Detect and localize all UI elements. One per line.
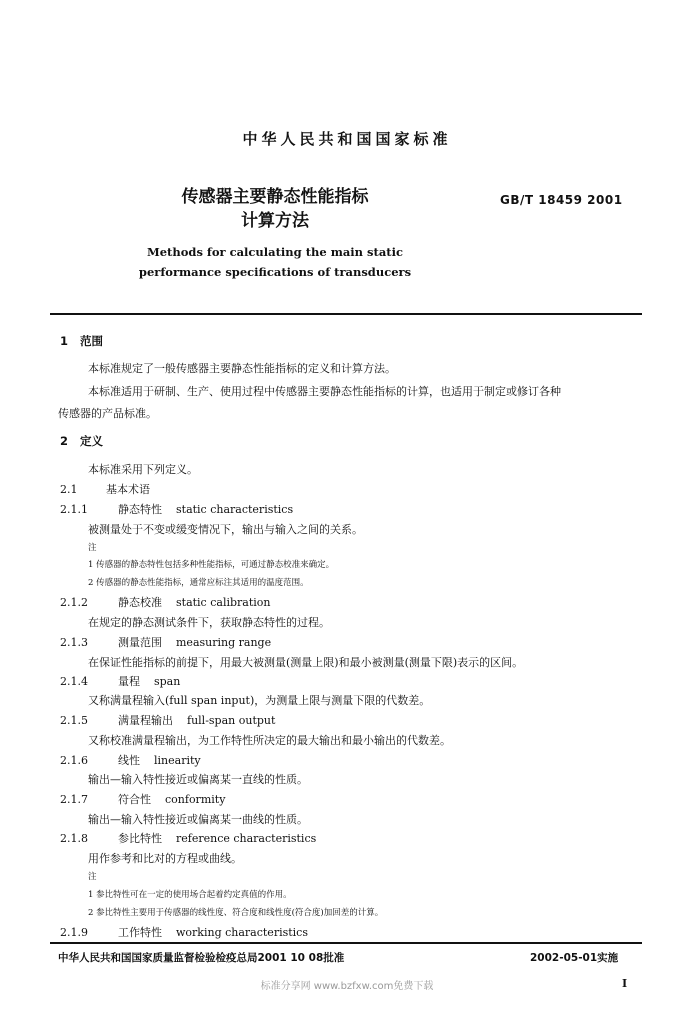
page-number: I <box>622 977 628 990</box>
header-divider <box>50 313 642 315</box>
term-en: working characteristics <box>176 926 308 939</box>
term-2-1-5-definition: 又称校准满量程输出，为工作特性所决定的最大输出和最小输出的代数差。 <box>88 734 451 747</box>
term-2-1-4 <box>60 673 180 689</box>
section-1-para2-line2: 传感器的产品标准。 <box>58 407 157 420</box>
term-2-1-7 <box>60 791 225 807</box>
term-2-1-6 <box>60 752 201 768</box>
term-2-1-7-definition: 输出—输入特性接近或偏离某一曲线的性质。 <box>88 813 308 826</box>
effective-date: 2002-05-01实施 <box>530 952 619 964</box>
watermark: 标准分享网 www.bzfxw.com免费下载 <box>260 981 434 992</box>
term-en: measuring range <box>176 636 272 649</box>
section-1-para1: 本标准规定了一般传感器主要静态性能指标的定义和计算方法。 <box>88 362 396 375</box>
term-2-1-6-definition: 输出—输入特性接近或偏离某一直线的性质。 <box>88 773 308 786</box>
section-1-title: 范围 <box>80 334 103 348</box>
section-2-heading <box>60 433 103 449</box>
term-en: conformity <box>165 793 226 806</box>
term-2-1-1 <box>60 501 293 517</box>
section-1-number: 1 <box>60 334 69 348</box>
document-title-en-line2: performance specifications of transducers <box>138 265 412 279</box>
term-en: full-span output <box>187 714 276 727</box>
document-title-en-line1: Methods for calculating the main static <box>147 245 403 259</box>
note-label: 注 <box>88 543 97 553</box>
standard-category-title: 中华人民共和国国家标准 <box>242 130 452 148</box>
subsection-2-1-title: 基本术语 <box>106 483 150 496</box>
term-2-1-3 <box>60 634 271 650</box>
note-item: 2 传感器的静态性能指标，通常应标注其适用的温度范围。 <box>88 578 309 588</box>
note-item: 2 参比特性主要用于传感器的线性度、符合度和线性度(符合度)加回差的计算。 <box>88 908 384 918</box>
term-en: reference characteristics <box>176 832 317 845</box>
term-zh: 静态校准 <box>118 596 162 609</box>
section-2-intro: 本标准采用下列定义。 <box>88 463 198 476</box>
term-en: linearity <box>154 754 201 767</box>
section-1-para2-line1: 本标准适用于研制、生产、使用过程中传感器主要静态性能指标的计算，也适用于制定或修订各种 <box>88 385 561 398</box>
term-number: 2.1.1 <box>60 503 88 516</box>
term-2-1-8-definition: 用作参考和比对的方程或曲线。 <box>88 852 242 865</box>
term-number: 2.1.6 <box>60 754 88 767</box>
term-zh: 静态特性 <box>118 503 162 516</box>
term-2-1-8 <box>60 830 316 846</box>
term-number: 2.1.3 <box>60 636 88 649</box>
term-2-1-5 <box>60 712 275 728</box>
term-2-1-2 <box>60 594 270 610</box>
term-zh: 参比特性 <box>118 832 162 845</box>
term-2-1-1-definition: 被测量处于不变或缓变情况下，输出与输入之间的关系。 <box>88 523 363 536</box>
term-number: 2.1.7 <box>60 793 88 806</box>
section-1-heading <box>60 333 103 349</box>
term-number: 2.1.5 <box>60 714 88 727</box>
subsection-2-1-heading <box>60 481 150 497</box>
term-number: 2.1.4 <box>60 675 88 688</box>
document-title-zh-line1: 传感器主要静态性能指标 <box>181 187 369 207</box>
term-zh: 线性 <box>118 754 140 767</box>
term-en: static calibration <box>176 596 271 609</box>
term-zh: 工作特性 <box>118 926 162 939</box>
term-2-1-3-definition: 在保证性能指标的前提下，用最大被测量(测量上限)和最小被测量(测量下限)表示的区间。 <box>88 656 524 669</box>
note-label: 注 <box>88 872 97 882</box>
term-2-1-2-definition: 在规定的静态测试条件下，获取静态特性的过程。 <box>88 616 330 629</box>
approval-line: 中华人民共和国国家质量监督检验检疫总局2001 10 08批准 <box>58 952 345 964</box>
term-number: 2.1.9 <box>60 926 88 939</box>
term-number: 2.1.8 <box>60 832 88 845</box>
term-number: 2.1.2 <box>60 596 88 609</box>
term-zh: 量程 <box>118 675 140 688</box>
section-2-number: 2 <box>60 434 69 448</box>
document-title-zh-line2: 计算方法 <box>241 211 309 231</box>
term-2-1-9 <box>60 924 308 940</box>
footer-divider <box>50 942 642 944</box>
subsection-2-1-number: 2.1 <box>60 483 78 496</box>
note-item: 1 传感器的静态特性包括多种性能指标，可通过静态校准来确定。 <box>88 560 335 570</box>
standard-number: GB/T 18459 2001 <box>500 193 623 207</box>
term-en: span <box>154 675 181 688</box>
term-zh: 符合性 <box>118 793 151 806</box>
term-2-1-4-definition: 又称满量程输入(full span input)，为测量上限与测量下限的代数差。 <box>88 694 431 707</box>
section-2-title: 定义 <box>80 434 103 448</box>
note-item: 1 参比特性可在一定的使用场合起着约定真值的作用。 <box>88 890 292 900</box>
term-zh: 满量程输出 <box>118 714 173 727</box>
term-zh: 测量范围 <box>118 636 162 649</box>
term-en: static characteristics <box>176 503 294 516</box>
